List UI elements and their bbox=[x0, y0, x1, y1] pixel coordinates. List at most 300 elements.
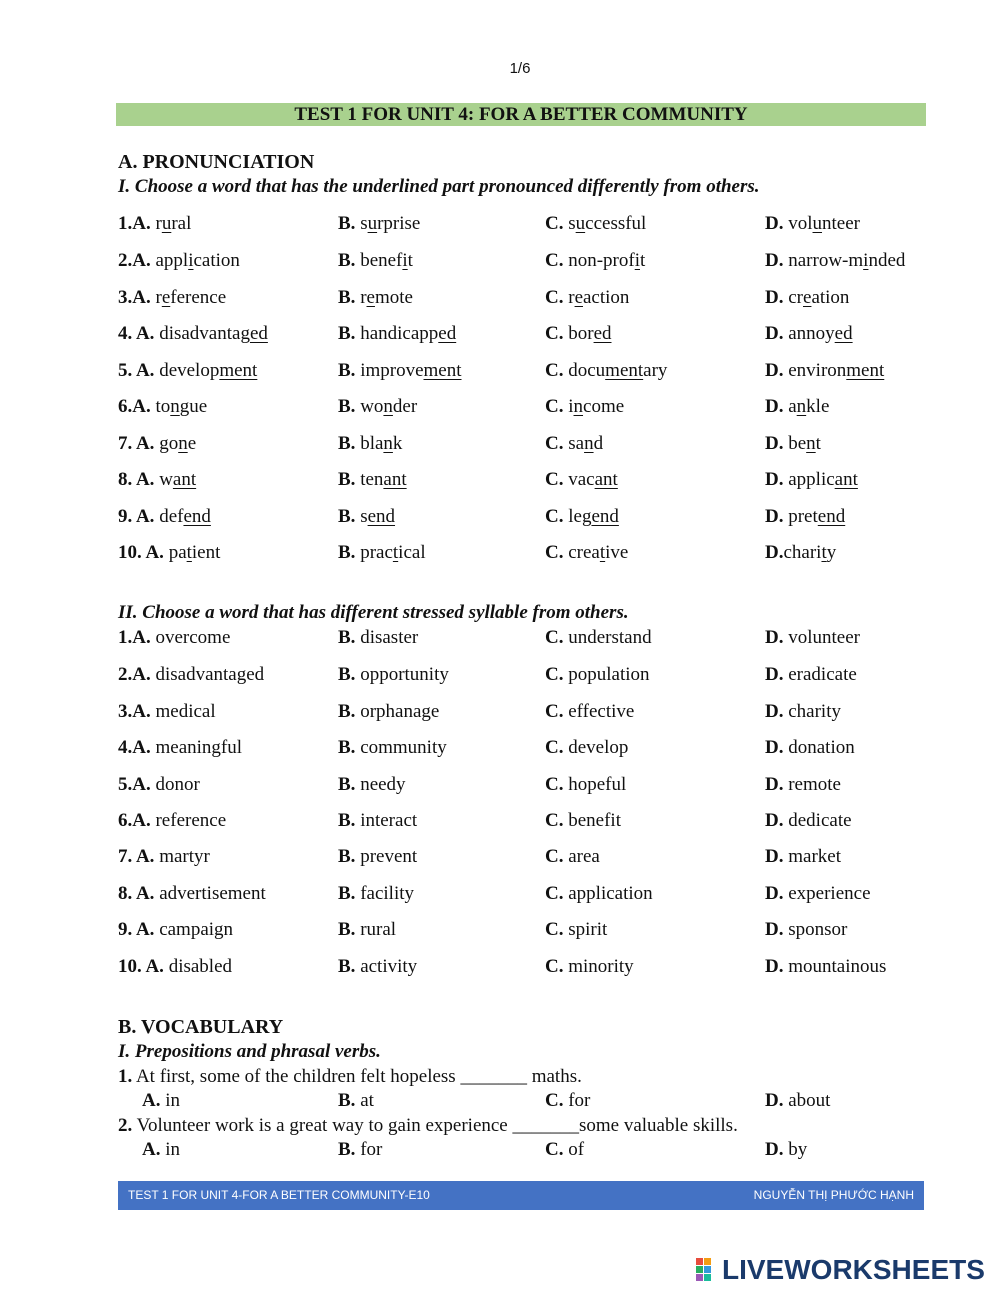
brand-name: LIVEWORKSHEETS bbox=[722, 1254, 985, 1285]
option-label: A. bbox=[142, 1139, 161, 1160]
option-label: 3.A. bbox=[118, 701, 151, 722]
option-label: B. bbox=[338, 213, 356, 234]
underlined-part: t bbox=[599, 542, 606, 563]
option-label: B. bbox=[338, 1090, 356, 1111]
option-label: D. bbox=[765, 1090, 784, 1111]
stress-row bbox=[0, 810, 1000, 836]
underlined-part: n bbox=[170, 396, 180, 417]
option-word: meaningful bbox=[155, 737, 243, 758]
option-a[interactable] bbox=[118, 737, 242, 759]
option-word: minority bbox=[568, 956, 634, 977]
option-word: disaster bbox=[360, 627, 419, 648]
word-part: action bbox=[583, 287, 630, 308]
word-part: t bbox=[407, 250, 413, 271]
option-b[interactable] bbox=[338, 919, 396, 941]
option-a[interactable] bbox=[118, 810, 226, 832]
option-c[interactable] bbox=[545, 810, 621, 832]
option-label: C. bbox=[545, 737, 564, 758]
option-a[interactable] bbox=[118, 213, 191, 235]
option-b[interactable] bbox=[338, 323, 456, 345]
word-part: chari bbox=[783, 542, 822, 563]
stress-row bbox=[0, 846, 1000, 872]
word-part: cr bbox=[788, 287, 803, 308]
option-label: B. bbox=[338, 1139, 356, 1160]
option-label: 2.A. bbox=[118, 250, 151, 271]
option-word: develop bbox=[568, 737, 629, 758]
option-label: 9. A. bbox=[118, 506, 155, 527]
option-a[interactable] bbox=[118, 846, 210, 868]
option-b[interactable] bbox=[338, 664, 449, 686]
pronunciation-row bbox=[0, 469, 1000, 495]
option-a[interactable] bbox=[118, 323, 268, 345]
option-c[interactable] bbox=[545, 883, 653, 905]
option-label: 6.A. bbox=[118, 396, 151, 417]
option-a[interactable] bbox=[142, 1090, 180, 1112]
option-c[interactable] bbox=[545, 396, 624, 418]
option-b[interactable] bbox=[338, 1090, 374, 1112]
stress-row bbox=[0, 737, 1000, 763]
option-label: D. bbox=[765, 919, 784, 940]
underlined-part: e bbox=[803, 287, 812, 308]
word-part: vol bbox=[788, 213, 813, 234]
option-label: C. bbox=[545, 506, 564, 527]
option-label: D. bbox=[765, 627, 784, 648]
stress-row bbox=[0, 774, 1000, 800]
option-label: 4.A. bbox=[118, 737, 151, 758]
option-word: activity bbox=[360, 956, 418, 977]
option-label: B. bbox=[338, 323, 356, 344]
word-part: go bbox=[159, 433, 179, 454]
option-label: B. bbox=[338, 433, 356, 454]
option-word: reference bbox=[155, 810, 227, 831]
option-word: campaign bbox=[159, 919, 234, 940]
option-c[interactable] bbox=[545, 956, 634, 978]
option-word: martyr bbox=[159, 846, 210, 867]
option-d[interactable] bbox=[765, 846, 841, 868]
option-label: D. bbox=[765, 213, 784, 234]
word-part: s bbox=[360, 506, 368, 527]
liveworksheets-brand[interactable] bbox=[696, 1254, 996, 1286]
option-label: B. bbox=[338, 287, 356, 308]
option-word: charity bbox=[788, 701, 841, 722]
option-label: A. bbox=[142, 1090, 161, 1111]
option-word: benefit bbox=[568, 810, 621, 831]
option-label: B. bbox=[338, 506, 356, 527]
option-d[interactable] bbox=[765, 506, 845, 528]
option-d[interactable] bbox=[765, 287, 849, 309]
word-part: s bbox=[360, 213, 368, 234]
option-c[interactable] bbox=[545, 213, 646, 235]
option-label: C. bbox=[545, 846, 564, 867]
word-part: be bbox=[788, 433, 807, 454]
option-b[interactable] bbox=[338, 213, 420, 235]
option-word: at bbox=[360, 1090, 374, 1111]
option-b[interactable] bbox=[338, 810, 417, 832]
option-a[interactable] bbox=[118, 287, 226, 309]
option-label: C. bbox=[545, 542, 564, 563]
option-label: C. bbox=[545, 956, 564, 977]
option-d[interactable] bbox=[765, 810, 852, 832]
option-d[interactable] bbox=[765, 433, 821, 455]
option-c[interactable] bbox=[545, 919, 607, 941]
word-part: to bbox=[155, 396, 171, 417]
option-label: D. bbox=[765, 810, 784, 831]
option-word: about bbox=[788, 1090, 831, 1111]
underlined-part: t bbox=[392, 542, 399, 563]
page-number: 1/6 bbox=[509, 60, 531, 77]
option-label: D. bbox=[765, 737, 784, 758]
option-a[interactable] bbox=[118, 360, 257, 382]
option-d[interactable] bbox=[765, 396, 829, 418]
vocabulary-instruction: I. Prepositions and phrasal verbs. bbox=[118, 1041, 381, 1062]
option-label: 5.A. bbox=[118, 774, 151, 795]
option-word: application bbox=[568, 883, 653, 904]
option-word: advertisement bbox=[159, 883, 266, 904]
option-c[interactable] bbox=[545, 774, 626, 796]
option-b[interactable] bbox=[338, 469, 407, 491]
word-part: ation bbox=[811, 287, 850, 308]
option-b[interactable] bbox=[338, 1139, 382, 1161]
underlined-part: end bbox=[183, 506, 211, 527]
option-label: 10. A. bbox=[118, 956, 164, 977]
option-a[interactable] bbox=[118, 919, 233, 941]
word-part: kle bbox=[806, 396, 830, 417]
section-b-heading: B. VOCABULARY bbox=[118, 1016, 284, 1038]
option-d[interactable] bbox=[765, 956, 886, 978]
question-number: 2. bbox=[118, 1115, 133, 1136]
option-word: overcome bbox=[155, 627, 231, 648]
word-part: non-prof bbox=[568, 250, 635, 271]
option-label: B. bbox=[338, 883, 356, 904]
option-b[interactable] bbox=[338, 956, 417, 978]
option-c[interactable] bbox=[545, 469, 618, 491]
option-word: for bbox=[360, 1139, 383, 1160]
option-word: facility bbox=[360, 883, 414, 904]
option-label: C. bbox=[545, 810, 564, 831]
word-part: crea bbox=[568, 542, 600, 563]
option-label: D. bbox=[765, 469, 784, 490]
underlined-part: t bbox=[186, 542, 192, 563]
option-b[interactable] bbox=[338, 883, 414, 905]
option-d[interactable] bbox=[765, 542, 836, 564]
underlined-part: ant bbox=[834, 469, 858, 490]
option-d[interactable] bbox=[765, 774, 841, 796]
option-a[interactable] bbox=[118, 774, 200, 796]
option-d[interactable] bbox=[765, 701, 841, 723]
question-body: Volunteer work is a great way to gain experience _______some valuable skills. bbox=[136, 1115, 738, 1136]
option-d[interactable] bbox=[765, 919, 847, 941]
pronunciation-row bbox=[0, 433, 1000, 459]
option-word: rural bbox=[360, 919, 397, 940]
word-part: rprise bbox=[377, 213, 421, 234]
option-a[interactable] bbox=[142, 1139, 180, 1161]
option-label: B. bbox=[338, 919, 356, 940]
option-word: sponsor bbox=[788, 919, 848, 940]
option-c[interactable] bbox=[545, 433, 603, 455]
underlined-part: ment bbox=[605, 360, 644, 381]
stress-row bbox=[0, 664, 1000, 690]
underlined-part: ment bbox=[219, 360, 258, 381]
word-part: annoy bbox=[788, 323, 835, 344]
option-word: by bbox=[788, 1139, 808, 1160]
word-part: nded bbox=[868, 250, 906, 271]
option-label: D. bbox=[765, 287, 784, 308]
word-part: pa bbox=[168, 542, 187, 563]
word-part: ical bbox=[398, 542, 426, 563]
option-c[interactable] bbox=[545, 1139, 584, 1161]
underlined-part: ed bbox=[438, 323, 457, 344]
option-word: community bbox=[360, 737, 447, 758]
option-label: C. bbox=[545, 883, 564, 904]
option-b[interactable] bbox=[338, 701, 439, 723]
stress-row bbox=[0, 701, 1000, 727]
option-label: B. bbox=[338, 737, 356, 758]
option-c[interactable] bbox=[545, 846, 600, 868]
word-part: w bbox=[159, 469, 173, 490]
option-label: D. bbox=[765, 250, 784, 271]
option-word: interact bbox=[360, 810, 418, 831]
option-d[interactable] bbox=[765, 360, 884, 382]
option-label: C. bbox=[545, 433, 564, 454]
option-b[interactable] bbox=[338, 846, 417, 868]
option-label: D. bbox=[765, 956, 784, 977]
word-part: docu bbox=[568, 360, 606, 381]
option-label: C. bbox=[545, 664, 564, 685]
option-c[interactable] bbox=[545, 360, 667, 382]
option-word: of bbox=[568, 1139, 585, 1160]
option-word: prevent bbox=[360, 846, 418, 867]
option-c[interactable] bbox=[545, 737, 628, 759]
option-label: 2.A. bbox=[118, 664, 151, 685]
option-c[interactable] bbox=[545, 701, 634, 723]
word-part: ference bbox=[170, 287, 227, 308]
underlined-part: i bbox=[863, 250, 869, 271]
word-part: disadvantag bbox=[159, 323, 250, 344]
option-label: B. bbox=[338, 664, 356, 685]
option-a[interactable] bbox=[118, 883, 266, 905]
option-label: C. bbox=[545, 919, 564, 940]
option-word: population bbox=[568, 664, 650, 685]
underlined-part: i bbox=[188, 250, 194, 271]
underlined-part: i bbox=[402, 250, 408, 271]
word-part: s bbox=[568, 213, 576, 234]
option-label: B. bbox=[338, 627, 356, 648]
option-label: D. bbox=[765, 506, 784, 527]
word-part: ten bbox=[360, 469, 384, 490]
pronunciation-row bbox=[0, 250, 1000, 276]
option-d[interactable] bbox=[765, 323, 853, 345]
test-title: TEST 1 FOR UNIT 4: FOR A BETTER COMMUNITY bbox=[116, 103, 926, 126]
word-part: e bbox=[187, 433, 197, 454]
option-a[interactable] bbox=[118, 542, 220, 564]
option-c[interactable] bbox=[545, 627, 652, 649]
option-a[interactable] bbox=[118, 701, 216, 723]
word-part: environ bbox=[788, 360, 847, 381]
underlined-part: ed bbox=[593, 323, 612, 344]
option-a[interactable] bbox=[118, 250, 240, 272]
option-b[interactable] bbox=[338, 627, 418, 649]
pronunciation-row bbox=[0, 396, 1000, 422]
option-c[interactable] bbox=[545, 323, 612, 345]
option-d[interactable] bbox=[765, 1090, 830, 1112]
underlined-part: n bbox=[584, 433, 594, 454]
word-part: i bbox=[568, 396, 574, 417]
option-label: D. bbox=[765, 360, 784, 381]
footer-test-name: TEST 1 FOR UNIT 4-FOR A BETTER COMMUNITY-E10 bbox=[128, 1188, 430, 1202]
option-b[interactable] bbox=[338, 250, 413, 272]
option-b[interactable] bbox=[338, 506, 395, 528]
option-word: donation bbox=[788, 737, 855, 758]
option-label: 7. A. bbox=[118, 433, 155, 454]
option-word: understand bbox=[568, 627, 652, 648]
word-part: develop bbox=[159, 360, 220, 381]
underlined-part: u bbox=[161, 213, 172, 234]
underlined-part: e bbox=[161, 287, 171, 308]
option-b[interactable] bbox=[338, 542, 426, 564]
option-b[interactable] bbox=[338, 360, 462, 382]
option-label: B. bbox=[338, 396, 356, 417]
option-c[interactable] bbox=[545, 542, 628, 564]
option-d[interactable] bbox=[765, 664, 857, 686]
word-part: bla bbox=[360, 433, 384, 454]
option-label: C. bbox=[545, 627, 564, 648]
option-label: C. bbox=[545, 701, 564, 722]
option-word: hopeful bbox=[568, 774, 627, 795]
word-part: ral bbox=[171, 213, 192, 234]
option-word: orphanage bbox=[360, 701, 440, 722]
pronunciation-row bbox=[0, 542, 1000, 568]
option-label: 6.A. bbox=[118, 810, 151, 831]
option-b[interactable] bbox=[338, 737, 447, 759]
option-a[interactable] bbox=[118, 956, 232, 978]
option-label: 5. A. bbox=[118, 360, 155, 381]
option-word: in bbox=[165, 1139, 181, 1160]
stress-row bbox=[0, 627, 1000, 653]
question-number: 1. bbox=[118, 1066, 133, 1087]
option-a[interactable] bbox=[118, 469, 196, 491]
option-label: C. bbox=[545, 1090, 564, 1111]
option-b[interactable] bbox=[338, 396, 417, 418]
word-part: ient bbox=[191, 542, 221, 563]
option-a[interactable] bbox=[118, 506, 211, 528]
option-c[interactable] bbox=[545, 664, 650, 686]
option-b[interactable] bbox=[338, 774, 406, 796]
question-body: At first, some of the children felt hopeless _______ maths. bbox=[135, 1066, 582, 1087]
option-word: eradicate bbox=[788, 664, 857, 685]
option-c[interactable] bbox=[545, 1090, 590, 1112]
underlined-part: u bbox=[367, 213, 378, 234]
option-d[interactable] bbox=[765, 737, 855, 759]
option-label: B. bbox=[338, 810, 356, 831]
pronunciation-row bbox=[0, 360, 1000, 386]
option-word: mountainous bbox=[788, 956, 887, 977]
underlined-part: n bbox=[383, 396, 393, 417]
underlined-part: e bbox=[574, 287, 583, 308]
underlined-part: n bbox=[573, 396, 584, 417]
word-part: k bbox=[392, 433, 403, 454]
section-a-heading: A. PRONUNCIATION bbox=[118, 151, 315, 173]
option-a[interactable] bbox=[118, 433, 196, 455]
option-word: spirit bbox=[568, 919, 608, 940]
word-part: a bbox=[788, 396, 797, 417]
page-footer bbox=[118, 1181, 924, 1210]
option-label: D. bbox=[765, 774, 784, 795]
underlined-part: n bbox=[383, 433, 393, 454]
liveworksheets-logo-icon bbox=[696, 1258, 720, 1282]
underlined-part: t bbox=[821, 542, 827, 563]
pronunciation-row bbox=[0, 287, 1000, 313]
question-text bbox=[118, 1115, 738, 1137]
word-part: der bbox=[392, 396, 418, 417]
word-part: applic bbox=[788, 469, 835, 490]
option-b[interactable] bbox=[338, 287, 413, 309]
option-b[interactable] bbox=[338, 433, 402, 455]
option-label: D. bbox=[765, 664, 784, 685]
option-label: C. bbox=[545, 469, 564, 490]
underlined-part: n bbox=[796, 396, 807, 417]
option-label: B. bbox=[338, 956, 356, 977]
option-d[interactable] bbox=[765, 250, 905, 272]
option-label: C. bbox=[545, 323, 564, 344]
option-d[interactable] bbox=[765, 883, 871, 905]
word-part: handicapp bbox=[360, 323, 439, 344]
word-part: y bbox=[826, 542, 837, 563]
pronunciation-row bbox=[0, 506, 1000, 532]
word-part: d bbox=[593, 433, 604, 454]
option-label: C. bbox=[545, 213, 564, 234]
option-a[interactable] bbox=[118, 396, 207, 418]
underlined-part: e bbox=[366, 287, 375, 308]
word-part: come bbox=[583, 396, 625, 417]
word-part: benef bbox=[360, 250, 403, 271]
option-c[interactable] bbox=[545, 506, 619, 528]
option-word: disabled bbox=[168, 956, 233, 977]
option-c[interactable] bbox=[545, 287, 629, 309]
pronunciation-instruction: I. Choose a word that has the underlined part pronounced differently from others. bbox=[118, 176, 760, 197]
word-part: mote bbox=[374, 287, 413, 308]
option-a[interactable] bbox=[118, 627, 230, 649]
word-part: sa bbox=[568, 433, 585, 454]
option-label: D. bbox=[765, 701, 784, 722]
word-part: r bbox=[155, 287, 162, 308]
underlined-part: end bbox=[591, 506, 619, 527]
stress-row bbox=[0, 883, 1000, 909]
option-word: market bbox=[788, 846, 841, 867]
option-d[interactable] bbox=[765, 469, 858, 491]
option-label: 4. A. bbox=[118, 323, 155, 344]
underlined-part: end bbox=[367, 506, 396, 527]
option-d[interactable] bbox=[765, 1139, 807, 1161]
word-part: improve bbox=[360, 360, 424, 381]
option-a[interactable] bbox=[118, 664, 264, 686]
option-label: C. bbox=[545, 774, 564, 795]
option-label: C. bbox=[545, 250, 564, 271]
option-label: D. bbox=[765, 396, 784, 417]
underlined-part: u bbox=[575, 213, 586, 234]
word-part: ccessful bbox=[585, 213, 647, 234]
option-d[interactable] bbox=[765, 627, 860, 649]
option-label: D. bbox=[765, 1139, 784, 1160]
option-d[interactable] bbox=[765, 213, 860, 235]
underlined-part: ment bbox=[846, 360, 885, 381]
option-word: needy bbox=[360, 774, 406, 795]
option-label: C. bbox=[545, 287, 564, 308]
option-label: D. bbox=[765, 846, 784, 867]
option-label: D. bbox=[765, 323, 784, 344]
underlined-part: i bbox=[634, 250, 640, 271]
option-c[interactable] bbox=[545, 250, 645, 272]
pronunciation-row bbox=[0, 213, 1000, 239]
